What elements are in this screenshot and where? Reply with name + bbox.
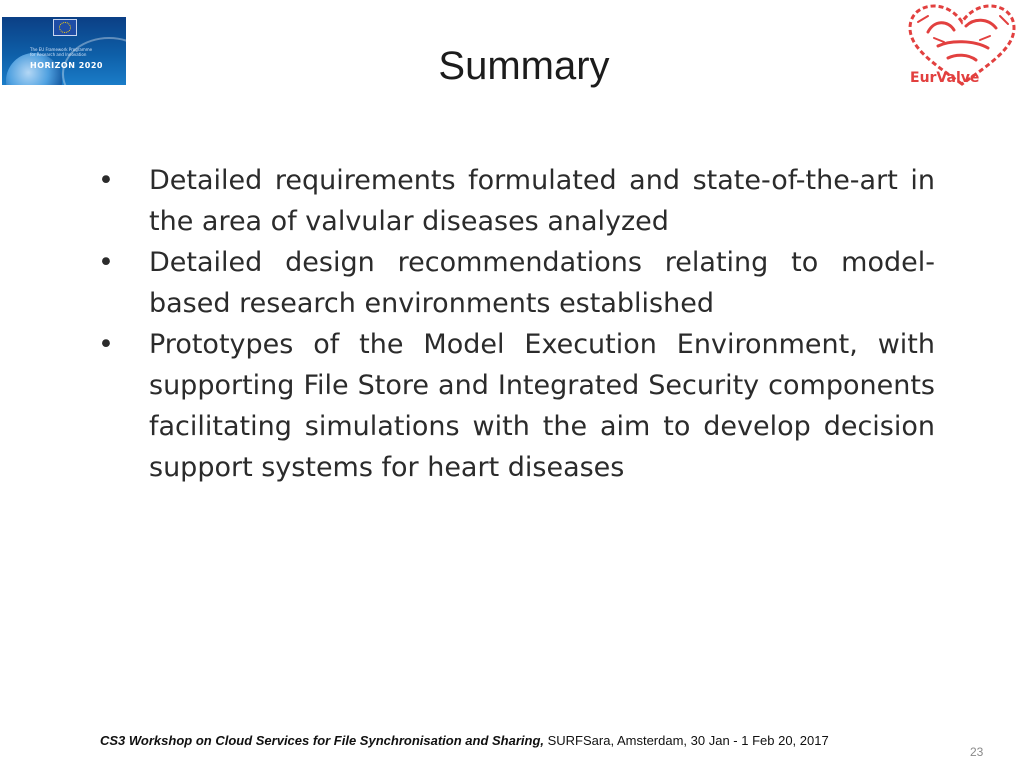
summary-bullet-list xyxy=(92,160,935,488)
footer-workshop: CS3 Workshop on Cloud Services for File Synchronisation and Sharing, xyxy=(100,733,544,748)
bullet-text: Detailed requirements formulated and state-of-the-art in the area of valvular diseases analyzed xyxy=(149,165,935,237)
bullet-text: Prototypes of the Model Execution Environment, with supporting File Store and Integrated Security components facilitating simulations with the aim to develop decision support systems for heart diseases xyxy=(149,329,935,483)
bullet-item xyxy=(92,324,935,488)
bullet-icon: • xyxy=(98,329,114,360)
page-number: 23 xyxy=(970,745,984,759)
bullet-icon: • xyxy=(98,165,114,196)
bullet-item xyxy=(92,160,935,242)
slide-title: Summary xyxy=(438,44,610,88)
footer xyxy=(100,733,829,748)
horizon-2020-wordmark: HORIZON 2020 xyxy=(30,61,103,70)
horizon-tagline: The EU Framework Programme for Research and Innovation xyxy=(30,47,93,57)
bullet-icon: • xyxy=(98,247,114,278)
bullet-text: Detailed design recommendations relating to model-based research environments established xyxy=(149,247,935,319)
eu-flag-icon xyxy=(53,19,77,36)
eurvalve-wordmark: EurValve xyxy=(910,70,980,86)
footer-venue: SURFSara, Amsterdam, 30 Jan - 1 Feb 20, 2017 xyxy=(544,733,829,748)
bullet-item xyxy=(92,242,935,324)
